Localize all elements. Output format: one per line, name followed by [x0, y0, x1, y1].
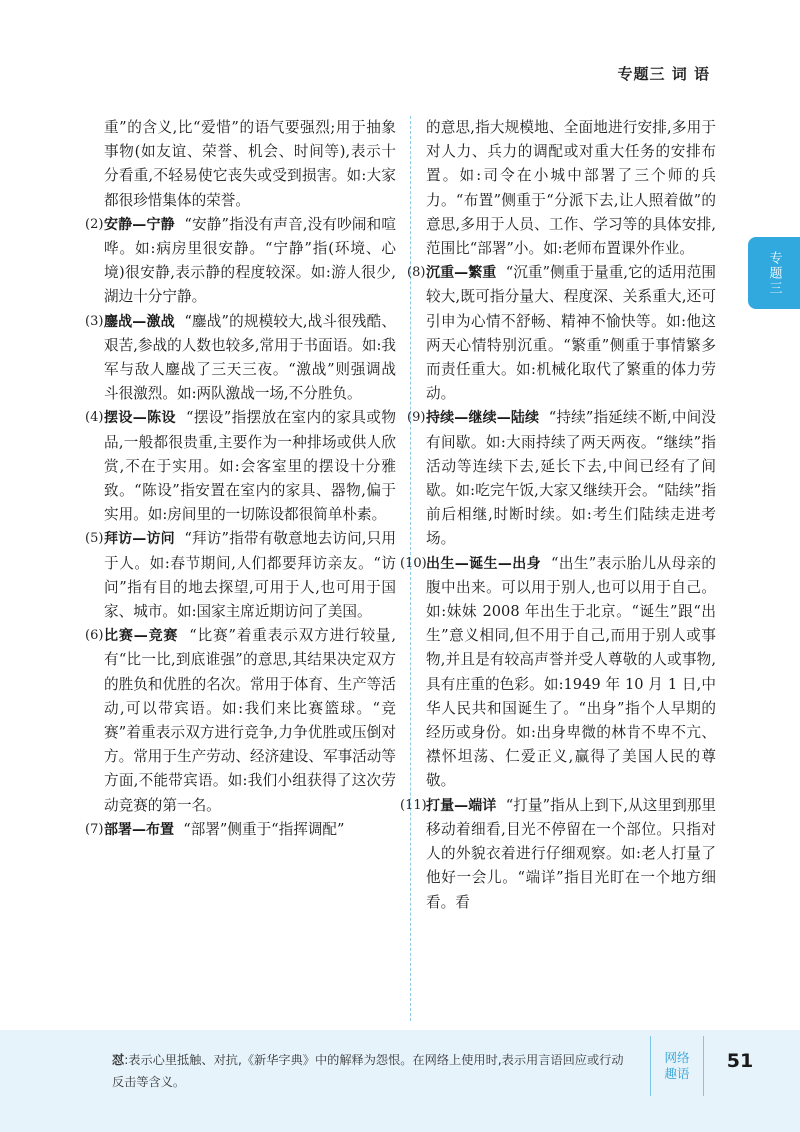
- entry-term: 拜访—访问: [104, 531, 175, 548]
- entry-text: 的意思,指大规模地、全面地进行安排,多用于对人力、兵力的调配或对重大任务的安排布置。如:司令在小城中部署了三个师的兵力。“布置”侧重于“分派下去,让人照着做”的意思,多用于人员、工作、学习等的具体安排,范围比“部署”小。如:老师布置课外作业。: [426, 119, 716, 258]
- entry-term: 安静—宁静: [104, 216, 175, 233]
- entry-number: (2): [85, 216, 104, 232]
- entry-9: [407, 406, 717, 551]
- entry-10: [400, 552, 716, 794]
- entry-term: 沉重—繁重: [426, 265, 497, 282]
- footer-note-text: :表示心里抵触、对抗,《新华字典》中的解释为怨恨。在网络上使用时,表示用言语回应或行动反击等含义。: [112, 1053, 624, 1089]
- footer-term: 怼: [112, 1053, 125, 1067]
- entry-5: [85, 527, 396, 624]
- entry-number: (11): [400, 797, 427, 813]
- entry-text: “鏖战”的规模较大,战斗很残酷、艰苦,参战的人数也较多,常用于书面语。如:我军与敌人鏖战了三天三夜。“激战”则强调战斗很激烈。如:两队激战一场,不分胜负。: [104, 312, 396, 403]
- entry-number: (5): [85, 531, 104, 547]
- entry-term: 鏖战—激战: [104, 313, 175, 330]
- entry-term: 摆设—陈设: [104, 410, 176, 427]
- entry-term: 持续—继续—陆续: [426, 410, 540, 427]
- entry-text: “拜访”指带有敬意地去访问,只用于人。如:春节期间,人们都要拜访亲友。“访问”指有目的地去探望,可用于人,也可用于国家、城市。如:国家主席近期访问了美国。: [104, 530, 396, 621]
- footer-badge-line2: 趣语: [664, 1066, 690, 1081]
- page-title: 专题三 词 语: [617, 65, 710, 83]
- entry-number: (10): [400, 555, 427, 571]
- page-number: 51: [726, 1050, 754, 1072]
- entry-4: [85, 406, 396, 527]
- entry-text: “安静”指没有声音,没有吵闹和喧哗。如:病房里很安静。“宁静”指(环境、心境)很安静,表示静的程度较深。如:游人很少,湖边十分宁静。: [104, 215, 396, 306]
- footer-badge: [650, 1036, 704, 1096]
- chapter-side-tab: [748, 237, 800, 309]
- entry-number: (9): [407, 410, 426, 426]
- entry-text: “持续”指延续不断,中间没有间歇。如:大雨持续了两天两夜。“继续”指活动等连续下去,延长下去,中间已经有了间歇。如:吃完午饭,大家又继续开会。“陆续”指前后相继,时断时续。如:考生们陆续走进考场。: [426, 409, 717, 548]
- entry-text: “比赛”着重表示双方进行较量,有“比一比,到底谁强”的意思,其结果决定双方的胜负和优胜的名次。常用于体育、生产等活动,可以带宾语。如:我们来比赛篮球。“竞赛”着重表示双方进行竞争,力争优胜或压倒对方。常用于生产劳动、经济建设、军事活动等方面,不能带宾语。如:我们小组获得了这次劳动竞赛的第一名。: [104, 627, 397, 814]
- right-column: [400, 116, 717, 915]
- entry-number: (3): [85, 313, 104, 329]
- entry-text: “出生”表示胎儿从母亲的腹中出来。可以用于别人,也可以用于自己。如:妹妹 2008 年出生于北京。“诞生”跟“出生”意义相同,但不用于自己,而用于别人或事物,并且是有较高声誉并受人尊敬的人或事物,具有庄重的色彩。如:1949 年 10 月 1 日,中华人民共和国诞生了。“出身”指个人早期的经历或身份。如:出身卑微的林肯不卑不亢、襟怀坦荡、仁爱正义,赢得了美国人民的尊敬。: [426, 554, 716, 790]
- entry-number: (7): [85, 821, 104, 837]
- entry-number: (6): [85, 628, 104, 644]
- entry-number: (8): [407, 265, 426, 281]
- entry-3: [85, 310, 396, 407]
- entry-8: [407, 261, 717, 406]
- entry-text: “沉重”侧重于量重,它的适用范围较大,既可指分量大、程度深、关系重大,还可引申为心情不舒畅、精神不愉快等。如:他这两天心情特别沉重。“繁重”侧重于事情繁多而责任重大。如:机械化取代了繁重的体力劳动。: [426, 264, 717, 403]
- footer-note: [112, 1049, 632, 1093]
- entry-text: “摆设”指摆放在室内的家具或物品,一般都很贵重,主要作为一种排场或供人欣赏,不在于实用。如:会客室里的摆设十分雅致。“陈设”指安置在室内的家具、器物,偏于实用。如:房间里的一切陈设都很简单朴素。: [104, 409, 396, 524]
- entry-2: [85, 213, 396, 310]
- entry-term: 出生—诞生—出身: [426, 555, 541, 572]
- entry-text: 重”的含义,比“爱惜”的语气要强烈;用于抽象事物(如友谊、荣誉、机会、时间等),表示十分看重,不轻易使它丧失或受到损害。如:大家都很珍惜集体的荣誉。: [104, 119, 396, 209]
- entry-11: [400, 794, 717, 915]
- entry-continuation: [104, 116, 396, 213]
- entry-term: 打量—端详: [426, 797, 497, 814]
- left-column: [85, 116, 397, 842]
- entry-term: 部署—布置: [104, 821, 174, 838]
- footer-badge-line1: 网络: [664, 1050, 690, 1065]
- entry-7: [85, 818, 396, 842]
- entry-text: “打量”指从上到下,从这里到那里移动着细看,目光不停留在一个部位。只指对人的外貌衣着进行仔细观察。如:老人打量了他好一会儿。“端详”指目光盯在一个地方细看。看: [426, 796, 717, 911]
- entry-term: 比赛—竞赛: [104, 628, 179, 645]
- side-tab-label: 专题三: [766, 250, 782, 296]
- entry-text: “部署”侧重于“指挥调配”: [183, 820, 345, 838]
- entry-number: (4): [85, 410, 104, 426]
- entry-continuation: [426, 116, 716, 261]
- entry-6: [85, 624, 397, 818]
